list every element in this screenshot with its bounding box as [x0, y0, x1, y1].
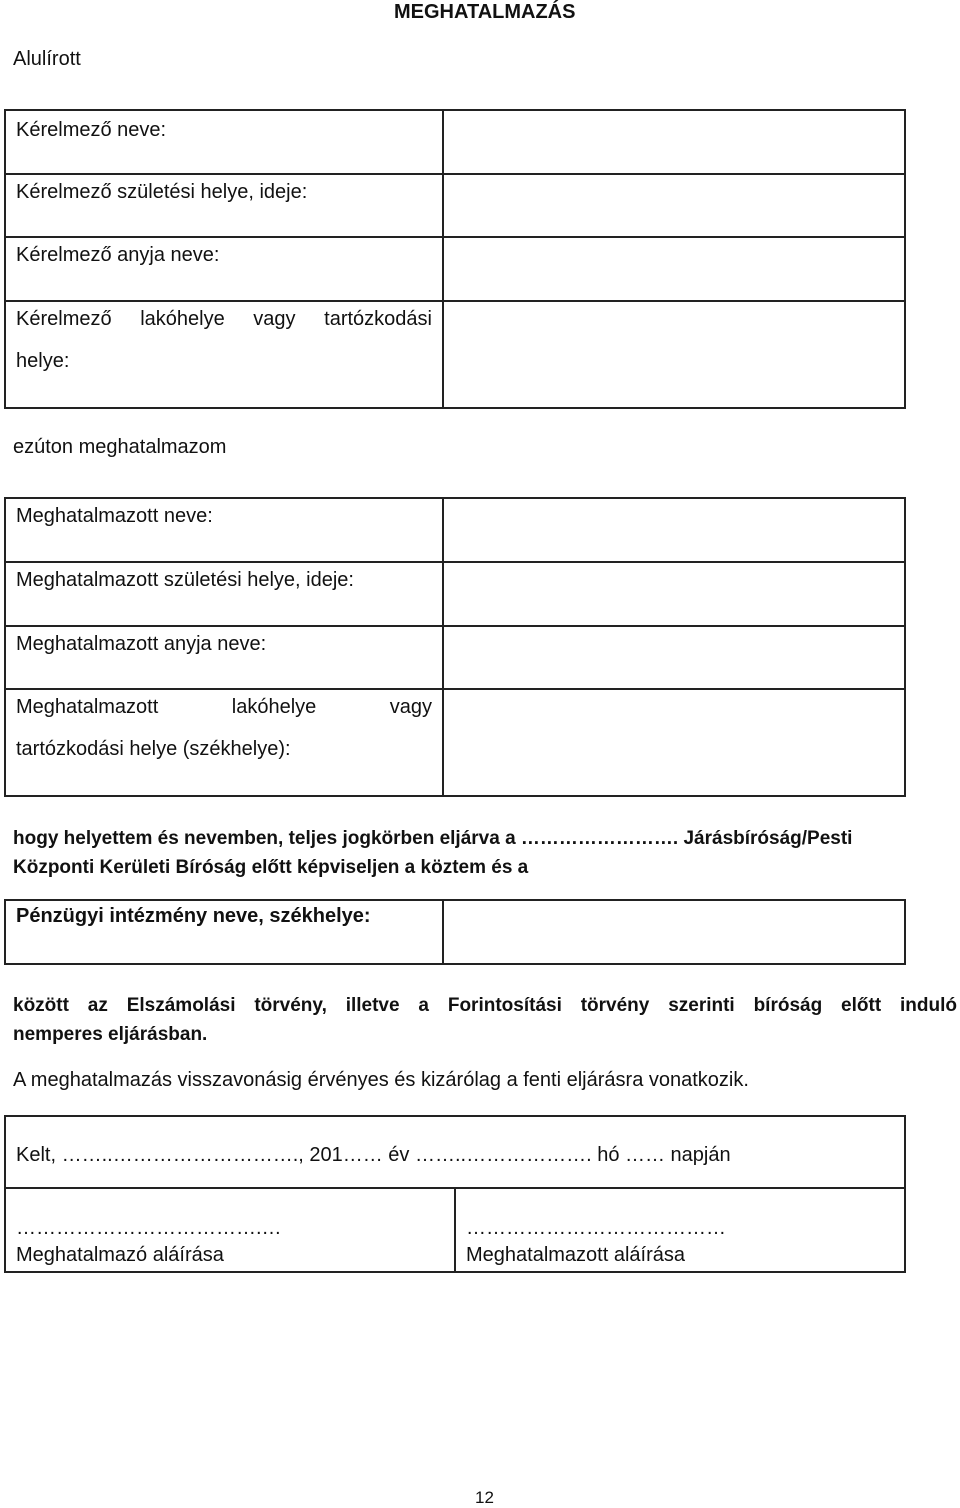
requester-birth-field[interactable]	[443, 174, 905, 237]
authorize-text: ezúton meghatalmazom	[13, 436, 227, 458]
law-paragraph	[13, 991, 957, 1049]
institution-table	[4, 899, 906, 965]
court-paragraph	[13, 824, 957, 882]
requester-name-label: Kérelmező neve:	[5, 110, 443, 174]
requester-table	[4, 109, 906, 409]
requester-address-label: Kérelmező lakóhelye vagy tartózkodási helye:	[5, 301, 443, 408]
principal-signature-dots: ……………………………….…	[16, 1217, 282, 1239]
requester-name-field[interactable]	[443, 110, 905, 174]
date-line: Kelt, ……..………………………., 201…… év ……..………………. hó …… napján	[16, 1144, 731, 1166]
court-paragraph-line-1: hogy helyettem és nevemben, teljes jogkörben eljárva a ……………………. Járásbíróság/Pesti	[13, 828, 853, 849]
date-line-cell[interactable]	[5, 1116, 905, 1188]
document-title: MEGHATALMAZÁS	[394, 1, 576, 23]
requester-mother-field[interactable]	[443, 237, 905, 301]
law-paragraph-line-1: között az Elszámolási törvény, illetve a Forintosítási törvény szerinti bíróság előtt induló	[13, 995, 957, 1016]
proxy-table	[4, 497, 906, 797]
proxy-birth-label: Meghatalmazott születési helye, ideje:	[5, 562, 443, 626]
requester-address-field[interactable]	[443, 301, 905, 408]
principal-signature-label: Meghatalmazó aláírása	[16, 1244, 224, 1266]
requester-mother-label: Kérelmező anyja neve:	[5, 237, 443, 301]
proxy-signature-dots: …………………………………	[466, 1217, 726, 1239]
proxy-mother-label: Meghatalmazott anyja neve:	[5, 626, 443, 689]
proxy-name-label: Meghatalmazott neve:	[5, 498, 443, 562]
law-paragraph-line-2: nemperes eljárásban.	[13, 1024, 208, 1045]
proxy-address-label: Meghatalmazott lakóhelye vagy tartózkodási helye (székhelye):	[5, 689, 443, 796]
signature-table	[4, 1115, 906, 1273]
page-number: 12	[475, 1488, 494, 1507]
court-paragraph-line-2: Központi Kerületi Bíróság előtt képviseljen a köztem és a	[13, 857, 529, 878]
requester-birth-label: Kérelmező születési helye, ideje:	[5, 174, 443, 237]
proxy-birth-field[interactable]	[443, 562, 905, 626]
principal-signature-cell[interactable]	[5, 1188, 455, 1272]
institution-field[interactable]	[443, 900, 905, 964]
proxy-address-field[interactable]	[443, 689, 905, 796]
proxy-signature-label: Meghatalmazott aláírása	[466, 1244, 686, 1266]
proxy-signature-cell[interactable]	[455, 1188, 905, 1272]
validity-text: A meghatalmazás visszavonásig érvényes és kizárólag a fenti eljárásra vonatkozik.	[13, 1069, 749, 1091]
institution-label: Pénzügyi intézmény neve, székhelye:	[5, 900, 443, 964]
proxy-name-field[interactable]	[443, 498, 905, 562]
intro-text: Alulírott	[13, 48, 81, 70]
proxy-mother-field[interactable]	[443, 626, 905, 689]
